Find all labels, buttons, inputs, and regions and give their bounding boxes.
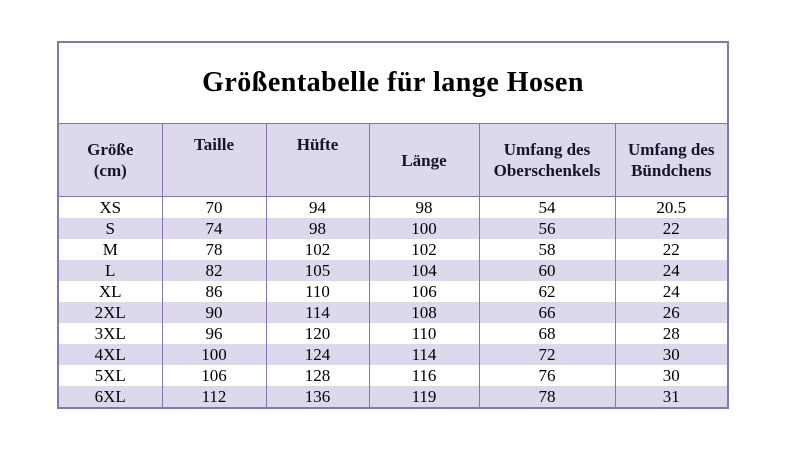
value-cell: 110 bbox=[266, 281, 369, 302]
value-cell: 120 bbox=[266, 323, 369, 344]
table-row bbox=[58, 239, 728, 260]
value-cell: 56 bbox=[479, 218, 615, 239]
page-title: Größentabelle für lange Hosen bbox=[58, 42, 728, 124]
size-cell: 3XL bbox=[94, 324, 126, 343]
value-cell: 114 bbox=[266, 302, 369, 323]
value-cell: 116 bbox=[369, 365, 479, 386]
value-cell: 22 bbox=[615, 218, 728, 239]
table-row bbox=[58, 281, 728, 302]
value-cell: 114 bbox=[369, 344, 479, 365]
size-cell: L bbox=[105, 261, 116, 280]
value-cell: 102 bbox=[369, 239, 479, 260]
column-header bbox=[58, 124, 162, 197]
value-cell: 76 bbox=[479, 365, 615, 386]
header-row bbox=[58, 124, 728, 197]
value-cell: 22 bbox=[615, 239, 728, 260]
value-cell: 26 bbox=[615, 302, 728, 323]
value-cell: 106 bbox=[162, 365, 266, 386]
value-cell: 102 bbox=[266, 239, 369, 260]
value-cell: 20.5 bbox=[615, 197, 728, 219]
value-cell: 30 bbox=[615, 365, 728, 386]
column-header-line: Größe bbox=[87, 140, 134, 159]
value-cell: 66 bbox=[479, 302, 615, 323]
table-row bbox=[58, 365, 728, 386]
size-cell: 4XL bbox=[94, 345, 126, 364]
size-cell: XL bbox=[98, 282, 122, 301]
table-row bbox=[58, 302, 728, 323]
value-cell: 98 bbox=[369, 197, 479, 219]
value-cell: 106 bbox=[369, 281, 479, 302]
value-cell: 28 bbox=[615, 323, 728, 344]
value-cell: 58 bbox=[479, 239, 615, 260]
value-cell: 105 bbox=[266, 260, 369, 281]
value-cell: 82 bbox=[162, 260, 266, 281]
value-cell: 78 bbox=[479, 386, 615, 408]
value-cell: 100 bbox=[369, 218, 479, 239]
table-row bbox=[58, 260, 728, 281]
column-header bbox=[615, 124, 728, 197]
value-cell: 108 bbox=[369, 302, 479, 323]
size-cell: 5XL bbox=[94, 366, 126, 385]
value-cell: 24 bbox=[615, 260, 728, 281]
size-cell: XS bbox=[99, 198, 122, 217]
size-cell: S bbox=[105, 219, 115, 238]
title-row bbox=[58, 42, 728, 124]
size-cell: 2XL bbox=[94, 303, 126, 322]
table-row bbox=[58, 386, 728, 408]
value-cell: 72 bbox=[479, 344, 615, 365]
value-cell: 124 bbox=[266, 344, 369, 365]
size-chart-table bbox=[57, 41, 729, 409]
value-cell: 70 bbox=[162, 197, 266, 219]
column-header-line: Oberschenkels bbox=[493, 161, 601, 180]
value-cell: 54 bbox=[479, 197, 615, 219]
size-cell: 6XL bbox=[94, 387, 126, 406]
size-cell: M bbox=[102, 240, 118, 259]
column-header: Taille bbox=[162, 124, 266, 197]
value-cell: 112 bbox=[162, 386, 266, 408]
value-cell: 60 bbox=[479, 260, 615, 281]
value-cell: 30 bbox=[615, 344, 728, 365]
value-cell: 119 bbox=[369, 386, 479, 408]
table-row bbox=[58, 218, 728, 239]
value-cell: 68 bbox=[479, 323, 615, 344]
column-header-line: Umfang des bbox=[503, 140, 591, 159]
value-cell: 90 bbox=[162, 302, 266, 323]
value-cell: 86 bbox=[162, 281, 266, 302]
value-cell: 128 bbox=[266, 365, 369, 386]
value-cell: 136 bbox=[266, 386, 369, 408]
value-cell: 94 bbox=[266, 197, 369, 219]
value-cell: 74 bbox=[162, 218, 266, 239]
value-cell: 100 bbox=[162, 344, 266, 365]
value-cell: 78 bbox=[162, 239, 266, 260]
column-header-line: (cm) bbox=[93, 161, 127, 180]
table-row bbox=[58, 323, 728, 344]
table-body bbox=[58, 197, 728, 409]
value-cell: 62 bbox=[479, 281, 615, 302]
value-cell: 31 bbox=[615, 386, 728, 408]
column-header-line: Bündchens bbox=[631, 161, 712, 180]
column-header bbox=[479, 124, 615, 197]
value-cell: 98 bbox=[266, 218, 369, 239]
column-header-line: Umfang des bbox=[628, 140, 715, 159]
value-cell: 24 bbox=[615, 281, 728, 302]
value-cell: 110 bbox=[369, 323, 479, 344]
value-cell: 104 bbox=[369, 260, 479, 281]
table-row bbox=[58, 197, 728, 219]
column-header: Länge bbox=[369, 124, 479, 197]
value-cell: 96 bbox=[162, 323, 266, 344]
column-header: Hüfte bbox=[266, 124, 369, 197]
table-row bbox=[58, 344, 728, 365]
